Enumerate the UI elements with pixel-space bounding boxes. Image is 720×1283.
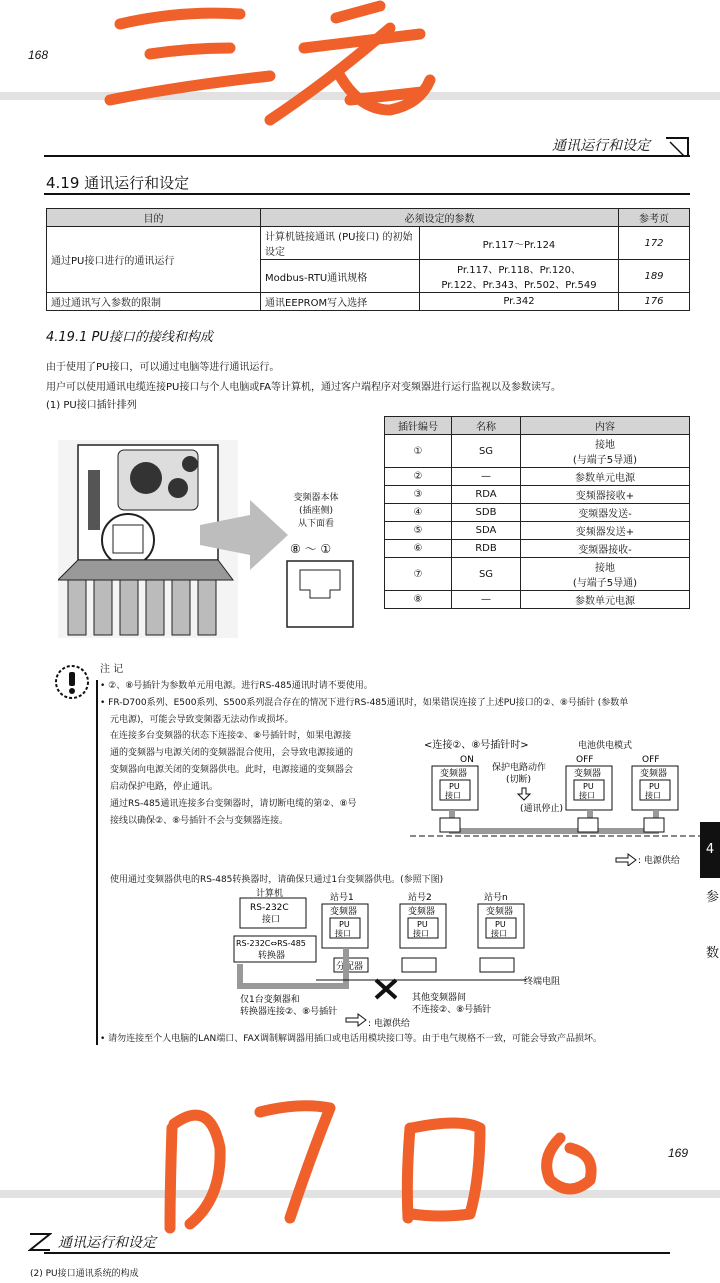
iface-label: 接口 bbox=[262, 915, 281, 925]
note-text: 使用通过变频器供电的RS-485转换器时，请确保只通过1台变频器供电。(参照下图) bbox=[110, 875, 444, 885]
inverter-label: 变频器 bbox=[574, 769, 602, 779]
inverter-label: 变频器 bbox=[330, 907, 358, 917]
protect-label: 保护电路动作 bbox=[492, 763, 547, 773]
overview-table bbox=[46, 208, 690, 311]
pin-no: ③ bbox=[385, 486, 452, 504]
col-header: 内容 bbox=[521, 417, 690, 435]
next-heading: (2) PU接口通讯系统的构成 bbox=[30, 1269, 139, 1279]
pu-label: 接口 bbox=[413, 929, 429, 938]
only-one-label: 仅1台变频器和 bbox=[240, 995, 300, 1005]
pin-content: 参数单元电源 bbox=[521, 468, 690, 486]
caption-line: 变频器本体 bbox=[293, 493, 339, 503]
cell-param: 计算机链接通讯 (PU接口) 的初始设定 bbox=[261, 227, 420, 260]
table-row bbox=[385, 522, 690, 540]
note-line: 启动保护电路，停止通讯。 bbox=[110, 782, 219, 792]
caution-icon bbox=[54, 664, 90, 700]
page-number: 169 bbox=[668, 1146, 689, 1160]
pu-label: PU bbox=[417, 920, 428, 929]
table-row bbox=[385, 468, 690, 486]
diagram-title: <连接②、⑧号插针时> bbox=[424, 740, 529, 751]
col-header: 名称 bbox=[452, 417, 521, 435]
pu-label: 接口 bbox=[579, 791, 595, 800]
header-rule bbox=[44, 155, 690, 157]
on-label: ON bbox=[460, 755, 474, 765]
pin-heading: (1) PU接口插针排列 bbox=[46, 400, 137, 411]
power-mode-label: 电池供电模式 bbox=[578, 741, 633, 751]
table-row bbox=[385, 540, 690, 558]
col-header: 参考页 bbox=[619, 209, 690, 227]
note-line: 变频器向电源关闭的变频器供电。此时，电源接通的变频器会 bbox=[110, 765, 354, 775]
table-row bbox=[385, 435, 690, 468]
rs232c-label: RS-232C bbox=[250, 903, 289, 913]
pin-no: ⑦ bbox=[385, 558, 452, 591]
inverter-label: 变频器 bbox=[640, 769, 668, 779]
pin-name: — bbox=[452, 468, 521, 486]
note-text: ②、⑧号插针为参数单元用电源。进行RS-485通讯时请不要使用。 bbox=[108, 681, 373, 691]
legend-label: : 电源供给 bbox=[638, 856, 680, 866]
pointer-arrow-icon bbox=[200, 500, 290, 570]
pin-name: SG bbox=[452, 558, 521, 591]
chapter-tab[interactable]: 4 bbox=[700, 822, 720, 878]
other-label: 其他变频器间 bbox=[412, 993, 467, 1003]
cell-param: Modbus-RTU通讯规格 bbox=[261, 260, 420, 293]
cell-value bbox=[420, 260, 619, 293]
cell-param: 通讯EEPROM写入选择 bbox=[261, 293, 420, 311]
content-line: (与端子5导通) bbox=[572, 455, 638, 466]
note-text: 请勿连接至个人电脑的LAN端口、FAX调制解调器用插口或电话用模块接口等。由于电气规格不一致，可能会导致产品损坏。 bbox=[108, 1034, 602, 1044]
pin-name: — bbox=[452, 591, 521, 609]
inverter-label: 变频器 bbox=[408, 907, 436, 917]
value-line: Pr.117、Pr.118、Pr.120、 bbox=[457, 265, 581, 276]
note-rule bbox=[96, 680, 98, 1045]
pin-name: SDB bbox=[452, 504, 521, 522]
pu-label: PU bbox=[339, 920, 350, 929]
note-bullet: • FR-D700系列、E500系列、S500系列混合存在的情况下进行RS-485通讯时，如果错误连接了上述PU接口的②、⑧号插针 (参数单 bbox=[100, 698, 629, 708]
note-text: FR-D700系列、E500系列、S500系列混合存在的情况下进行RS-485通讯时，如果错误连接了上述PU接口的②、⑧号插针 (参数单 bbox=[108, 698, 629, 708]
rj45-connector-icon bbox=[286, 560, 354, 628]
pin-name: SDA bbox=[452, 522, 521, 540]
content-line: 接地 bbox=[595, 440, 615, 451]
note-line: 通的变频器与电源关闭的变频器混合使用，会导致电源接通的 bbox=[110, 748, 354, 758]
section-corner-icon bbox=[28, 1232, 52, 1252]
note-line: 接线以确保②、⑧号插针不会与变频器连接。 bbox=[110, 816, 289, 826]
station-label: 站号n bbox=[484, 893, 508, 903]
pin-content bbox=[521, 558, 690, 591]
pin-no: ⑥ bbox=[385, 540, 452, 558]
connector-caption bbox=[286, 492, 346, 531]
inverter-label: 变频器 bbox=[486, 907, 514, 917]
pin-name: RDB bbox=[452, 540, 521, 558]
pin-name: SG bbox=[452, 435, 521, 468]
page-title: 4.19 通讯运行和设定 bbox=[46, 174, 190, 192]
pu-label: PU bbox=[495, 920, 506, 929]
handwriting-bottom bbox=[150, 1088, 610, 1238]
note-bullet: • 请勿连接至个人电脑的LAN端口、FAX调制解调器用插口或电话用模块接口等。由于电气规格不一致，可能会导致产品损坏。 bbox=[100, 1034, 602, 1044]
chapter-char: 参 bbox=[706, 890, 720, 905]
note-bullet: • ②、⑧号插针为参数单元用电源。进行RS-485通讯时请不要使用。 bbox=[100, 681, 373, 691]
footer-rule bbox=[44, 1252, 670, 1254]
cell-purpose: 通过通讯写入参数的限制 bbox=[47, 293, 261, 311]
power-supply-diagram bbox=[410, 736, 700, 866]
cell-value: Pr.117～Pr.124 bbox=[420, 227, 619, 260]
only-one-label: 转换器连接②、⑧号插针 bbox=[240, 1007, 338, 1017]
comm-stop-label: (通讯停止) bbox=[520, 804, 564, 814]
pin-table bbox=[384, 416, 690, 609]
pin-no: ① bbox=[385, 435, 452, 468]
content-line: (与端子5导通) bbox=[572, 578, 638, 589]
station-label: 站号1 bbox=[330, 893, 354, 903]
terminator-label: 终端电阻 bbox=[524, 977, 561, 987]
cutoff-label: (切断) bbox=[506, 775, 532, 785]
pin-content: 变频器接收- bbox=[521, 540, 690, 558]
note-line: 在连接多台变频器的状态下连接②、⑧号插针时，如果电源接 bbox=[110, 731, 352, 741]
section-header: 通讯运行和设定 bbox=[552, 138, 650, 154]
subsection-title: 4.19.1 PU接口的接线和构成 bbox=[46, 330, 213, 345]
table-row bbox=[385, 558, 690, 591]
pin-no: ⑧ bbox=[385, 591, 452, 609]
cell-page-link[interactable]: 172 bbox=[619, 227, 690, 260]
table-row bbox=[385, 591, 690, 609]
pu-label: PU bbox=[649, 782, 660, 791]
section-header: 通讯运行和设定 bbox=[58, 1235, 156, 1251]
pin-order-label: ⑧ ～ ① bbox=[290, 542, 332, 556]
note-line: 通过RS-485通讯连接多台变频器时，请切断电缆的第②、⑧号 bbox=[110, 799, 357, 809]
other-label: 不连接②、⑧号插针 bbox=[412, 1005, 492, 1015]
note-paragraph bbox=[110, 728, 357, 830]
handwriting-top bbox=[90, 0, 450, 130]
col-header: 目的 bbox=[47, 209, 261, 227]
pu-label: 接口 bbox=[335, 929, 351, 938]
cell-purpose: 通过PU接口进行的通讯运行 bbox=[47, 227, 261, 293]
value-line: Pr.122、Pr.343、Pr.502、Pr.549 bbox=[441, 280, 597, 291]
converter-diagram bbox=[226, 888, 586, 1030]
off-label: OFF bbox=[576, 755, 594, 765]
pin-content: 参数单元电源 bbox=[521, 591, 690, 609]
chapter-char: 数 bbox=[706, 946, 720, 961]
note-label: 注 记 bbox=[100, 664, 124, 675]
pin-content bbox=[521, 435, 690, 468]
pin-no: ④ bbox=[385, 504, 452, 522]
pin-content: 变频器发送- bbox=[521, 504, 690, 522]
pu-label: 接口 bbox=[645, 791, 661, 800]
converter-label: 转换器 bbox=[258, 951, 286, 961]
pin-no: ⑤ bbox=[385, 522, 452, 540]
pin-no: ② bbox=[385, 468, 452, 486]
col-header: 必须设定的参数 bbox=[261, 209, 619, 227]
pin-name: RDA bbox=[452, 486, 521, 504]
caption-line: 从下面看 bbox=[297, 519, 334, 529]
pu-label: 接口 bbox=[445, 791, 461, 800]
pu-label: 接口 bbox=[491, 929, 507, 938]
pu-label: PU bbox=[583, 782, 594, 791]
content-line: 接地 bbox=[595, 563, 615, 574]
pin-content: 变频器接收+ bbox=[521, 486, 690, 504]
table-row bbox=[385, 486, 690, 504]
computer-label: 计算机 bbox=[256, 889, 284, 899]
cell-page-link[interactable]: 176 bbox=[619, 293, 690, 311]
converter-label: RS-232C⇔RS-485 bbox=[236, 939, 306, 948]
legend-label: : 电源供给 bbox=[368, 1019, 410, 1029]
col-header: 插针编号 bbox=[385, 417, 452, 435]
caption-line: (插座侧) bbox=[298, 506, 334, 516]
cell-value: Pr.342 bbox=[420, 293, 619, 311]
intro-line: 由于使用了PU接口，可以通过电脑等进行通讯运行。 bbox=[46, 362, 280, 373]
title-rule bbox=[44, 193, 690, 195]
off-label: OFF bbox=[642, 755, 660, 765]
splitter-label: 分配器 bbox=[336, 962, 364, 972]
table-row bbox=[385, 504, 690, 522]
page-number: 168 bbox=[28, 48, 49, 62]
note-text: 元电源)，可能会导致变频器无法动作或损坏。 bbox=[110, 715, 294, 725]
pin-content: 变频器发送+ bbox=[521, 522, 690, 540]
station-label: 站号2 bbox=[408, 893, 432, 903]
cell-page-link[interactable]: 189 bbox=[619, 260, 690, 293]
intro-line: 用户可以使用通讯电缆连接PU接口与个人电脑或FA等计算机，通过客户端程序对变频器进行运行监视以及参数读写。 bbox=[46, 382, 562, 393]
inverter-label: 变频器 bbox=[440, 769, 468, 779]
pu-label: PU bbox=[449, 782, 460, 791]
